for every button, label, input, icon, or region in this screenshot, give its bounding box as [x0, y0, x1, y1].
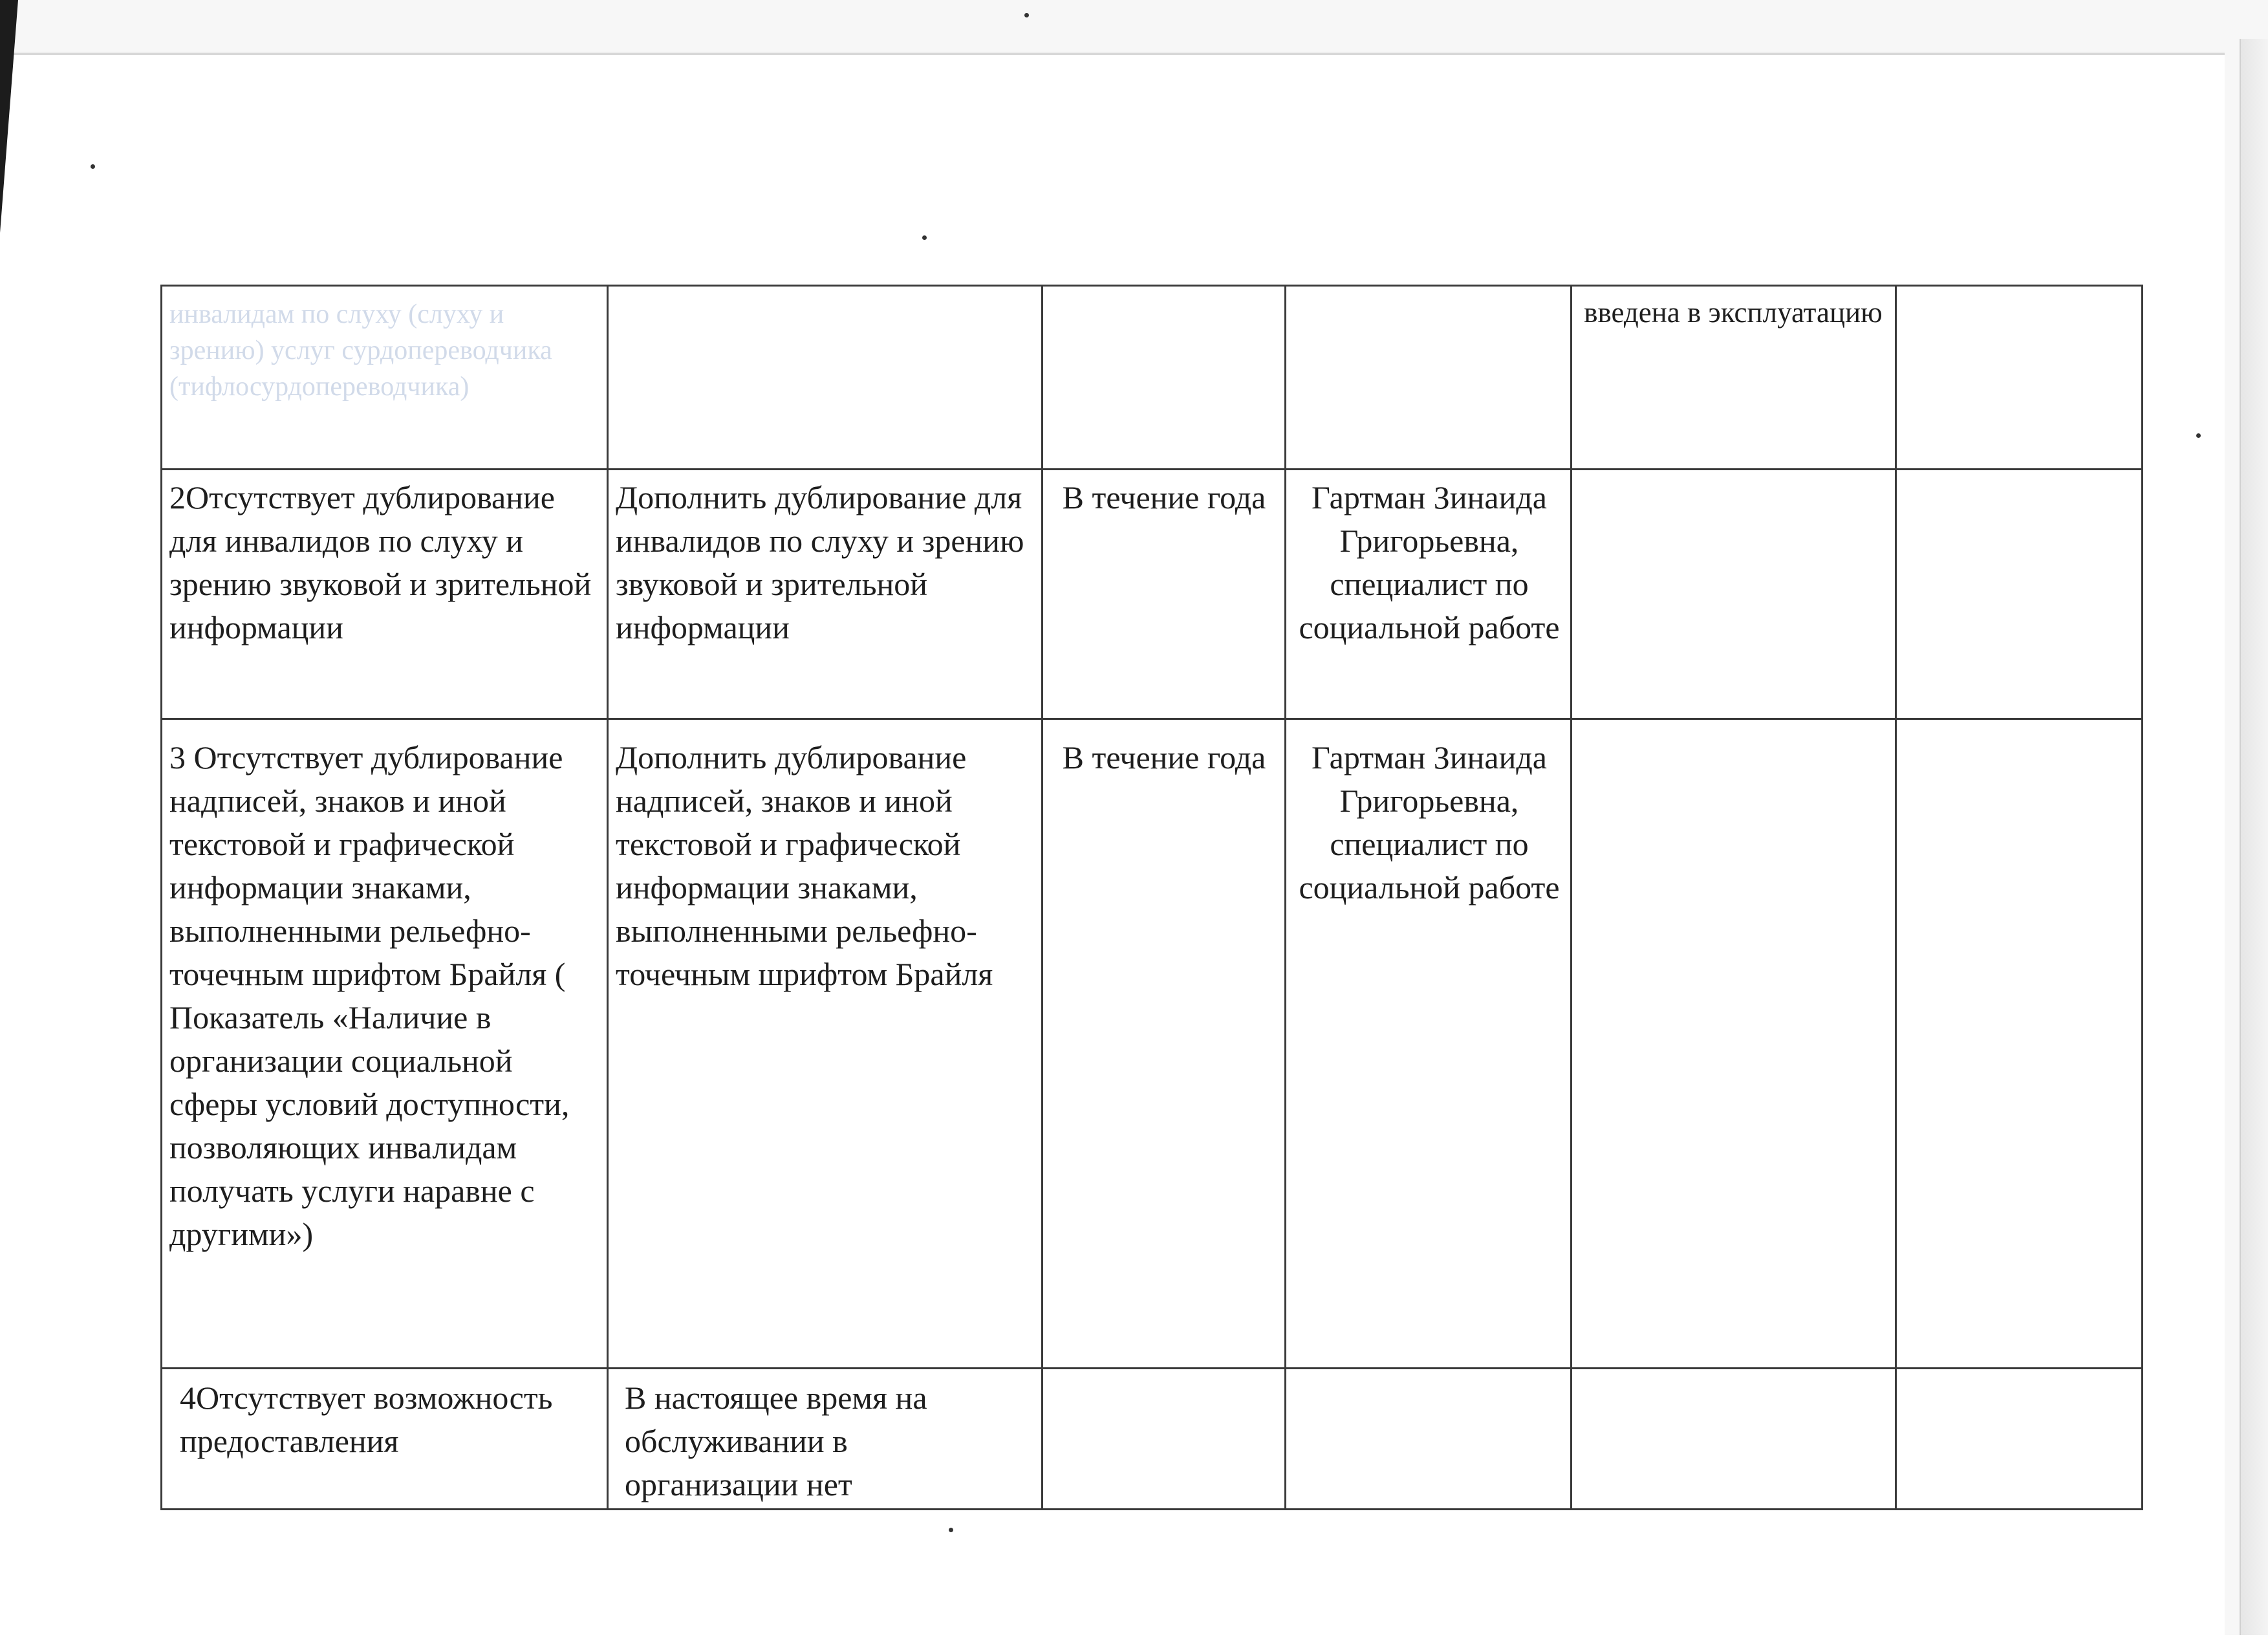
cell-r3-c4: Гартман Зинаида Григорьевна, специалист по социальной работе [1299, 739, 1560, 905]
action-plan-table [160, 285, 2143, 1510]
scan-corner-shadow [0, 0, 18, 233]
table-rule [160, 285, 162, 1510]
table-rule [1284, 285, 1286, 1510]
cell-r2-c3: В течение года [1062, 479, 1266, 515]
scan-speck [1024, 13, 1029, 17]
table-rule [2141, 285, 2143, 1510]
scan-speck [2196, 433, 2201, 438]
cell-r2-c4: Гартман Зинаида Григорьевна, специалист по социальной работе [1299, 479, 1560, 645]
table-rule [160, 468, 2143, 470]
table-rule [160, 718, 2143, 720]
page-stack-edge [2240, 39, 2268, 1635]
table-rule [1895, 285, 1897, 1510]
cell-r2-c2: Дополнить дублирование для инвалидов по слуху и зрению звуковой и зрительной информации [616, 479, 1024, 645]
scan-speck [922, 235, 927, 240]
cell-r3-c2: Дополнить дублирование надписей, знаков и иной текстовой и графической информации знаками, выполненными рельефно- точечным шрифтом Брайля [616, 739, 993, 992]
table-rule [160, 1508, 2143, 1510]
scan-speck [949, 1528, 953, 1532]
cell-r4-c2: В настоящее время на обслуживании в организации нет [625, 1380, 927, 1502]
scan-speck [91, 164, 95, 169]
faded-continuation-text: инвалидам по слуху (слуху и зрению) услуг сурдопереводчика (тифлосурдопереводчика) [169, 299, 552, 402]
cell-r4-c1: 4Отсутствует возможность предоставления [180, 1380, 553, 1459]
table-rule [160, 285, 2143, 287]
cell-r2-c1: 2Отсутствует дублирование для инвалидов по слуху и зрению звуковой и зрительной информации [169, 479, 592, 645]
table-rule [607, 285, 609, 1510]
cell-r3-c3: В течение года [1062, 739, 1266, 775]
table-rule [1041, 285, 1043, 1510]
table-rule [1570, 285, 1572, 1510]
cell-r1-c5: введена в эксплуатацию [1584, 296, 1883, 329]
table-rule [160, 1367, 2143, 1369]
cell-r3-c1: 3 Отсутствует дублирование надписей, знаков и иной текстовой и графической информации знаками, выполненными рельефно- точечным шрифтом Брайля ( Показатель «Наличие в организации социальной сферы условий доступности, позволяющих инвалидам получать услуги наравне с другими») [169, 739, 570, 1252]
